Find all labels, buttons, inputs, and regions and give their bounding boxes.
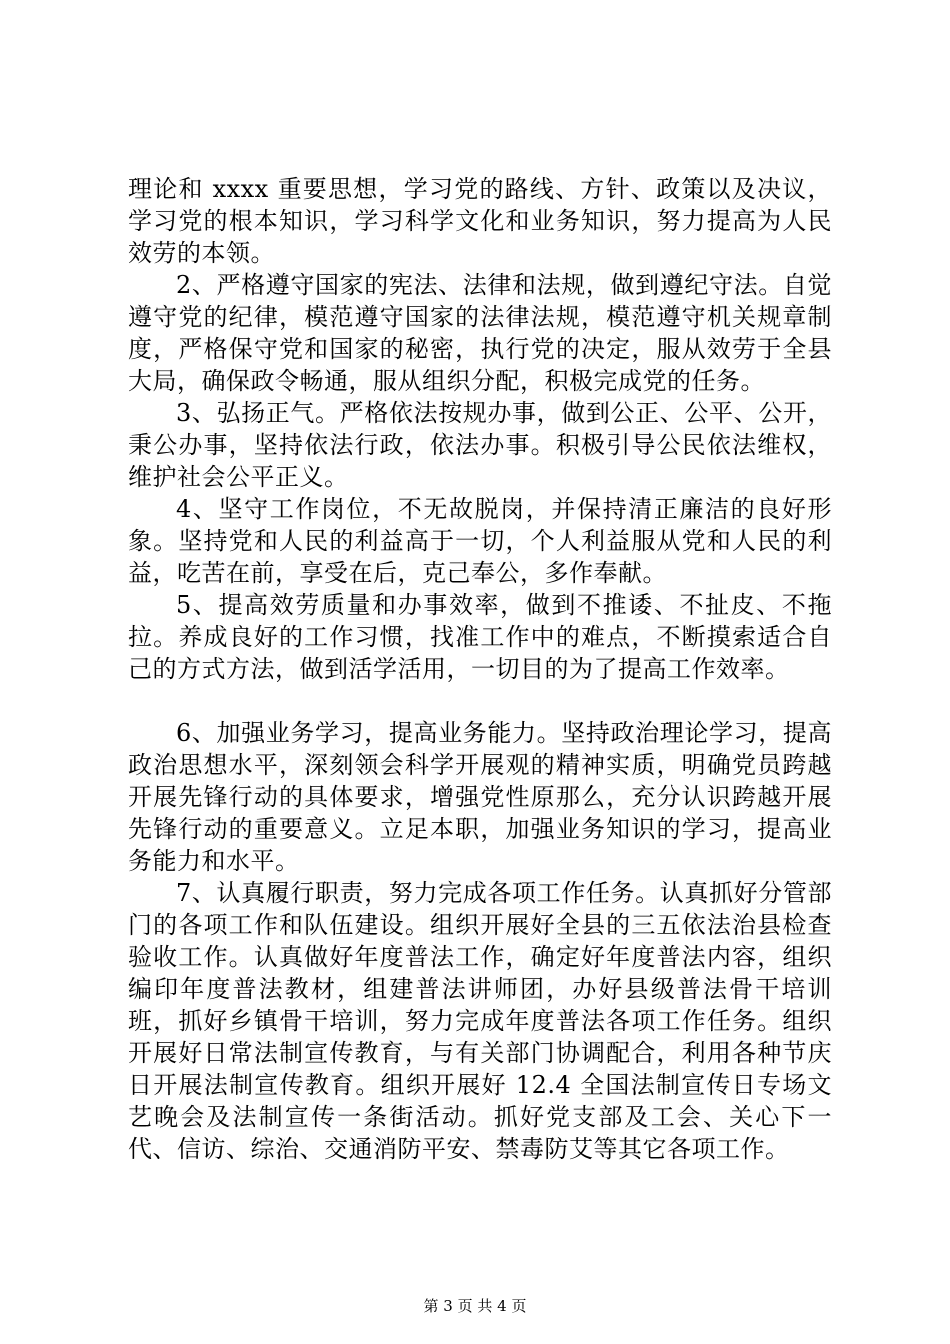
page-number-footer: 第 3 页 共 4 页: [423, 1297, 527, 1315]
document-body: [128, 173, 832, 1165]
paragraph-item-3: 3、弘扬正气。严格依法按规办事，做到公正、公平、公开，秉公办事，坚持依法行政，依法办事。积极引导公民依法维权，维护社会公平正义。: [128, 399, 832, 491]
paragraph-item-7: 7、认真履行职责，努力完成各项工作任务。认真抓好分管部门的各项工作和队伍建设。组织开展好全县的三五依法治县检查验收工作。认真做好年度普法工作，确定好年度普法内容，组织编印年度普法教材，组建普法讲师团，办好县级普法骨干培训班，抓好乡镇骨干培训，努力完成年度普法各项工作任务。组织开展好日常法制宣传教育，与有关部门协调配合，利用各种节庆日开展法制宣传教育。组织开展好 12.4 全国法制宣传日专场文艺晚会及法制宣传一条街活动。抓好党支部及工会、关心下一代、信访、综治、交通消防平安、禁毒防艾等其它各项工作。: [128, 879, 832, 1163]
paragraph-spacer: [128, 685, 832, 717]
paragraph-item-4: 4、坚守工作岗位，不无故脱岗，并保持清正廉洁的良好形象。坚持党和人民的利益高于一切，个人利益服从党和人民的利益，吃苦在前，享受在后，克己奉公，多作奉献。: [128, 495, 832, 587]
paragraph-item-6: 6、加强业务学习，提高业务能力。坚持政治理论学习，提高政治思想水平，深刻领会科学开展观的精神实质，明确党员跨越开展先锋行动的具体要求，增强党性原那么，充分认识跨越开展先锋行动的重要意义。立足本职，加强业务知识的学习，提高业务能力和水平。: [128, 719, 832, 875]
paragraph-continuation: 理论和 xxxx 重要思想，学习党的路线、方针、政策以及决议，学习党的根本知识，学习科学文化和业务知识，努力提高为人民效劳的本领。: [128, 175, 832, 267]
paragraph-item-5: 5、提高效劳质量和办事效率，做到不推诿、不扯皮、不拖拉。养成良好的工作习惯，找准工作中的难点，不断摸索适合自己的方式方法，做到活学活用，一切目的为了提高工作效率。: [128, 591, 832, 683]
paragraph-item-2: 2、严格遵守国家的宪法、法律和法规，做到遵纪守法。自觉遵守党的纪律，模范遵守国家的法律法规，模范遵守机关规章制度，严格保守党和国家的秘密，执行党的决定，服从效劳于全县大局，确保政令畅通，服从组织分配，积极完成党的任务。: [128, 271, 832, 395]
